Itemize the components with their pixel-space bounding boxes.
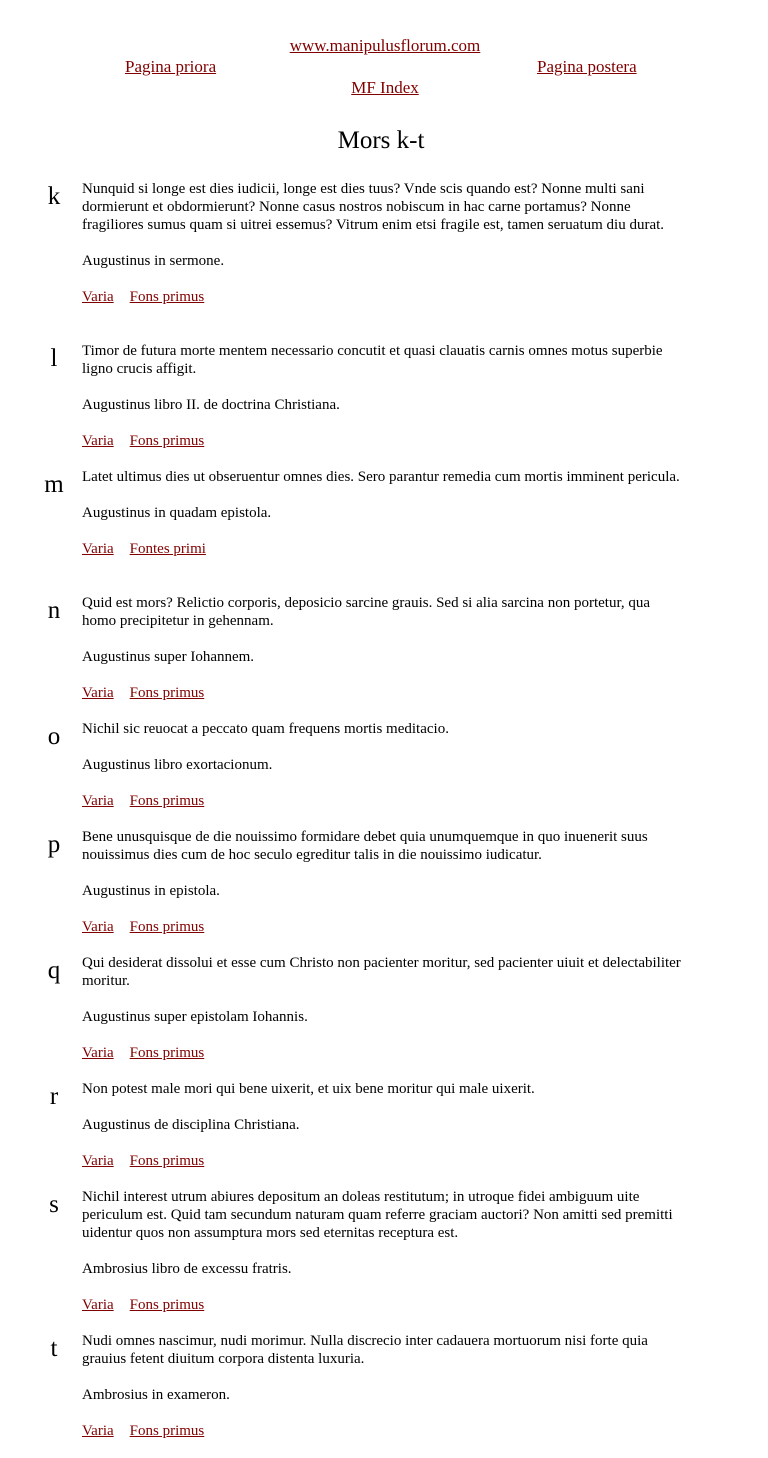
entry-text: Quid est mors? Relictio corporis, deposicio sarcine grauis. Sed si alia sarcina non portetur, qua homo precipitetur in gehennam. (82, 595, 651, 629)
site-link-row (0, 36, 768, 56)
entry-letter: p (47, 831, 61, 858)
varia-link[interactable]: Varia (82, 541, 114, 557)
entry-source: Augustinus in quadam epistola. (82, 505, 272, 521)
entry-body (82, 180, 682, 306)
entry-links (82, 1044, 682, 1062)
varia-link[interactable]: Varia (82, 1045, 114, 1061)
entry-letter: m (44, 471, 64, 498)
entry-links (82, 792, 682, 810)
entry-l (0, 342, 768, 468)
entry-text: Timor de futura morte mentem necessario concutit et quasi clauatis carnis omnes motus superbie ligno crucis affigit. (82, 343, 663, 377)
fons-primus-link[interactable]: Fons primus (129, 1423, 205, 1439)
fons-primus-link[interactable]: Fons primus (129, 433, 205, 449)
entry-text: Nichil sic reuocat a peccato quam frequens mortis meditacio. (82, 721, 449, 737)
varia-link[interactable]: Varia (82, 1423, 114, 1439)
entry-body (82, 1188, 682, 1314)
entry-m (0, 468, 768, 594)
entry-text: Non potest male mori qui bene uixerit, et uix bene moritur qui male uixerit. (82, 1081, 535, 1097)
varia-link[interactable]: Varia (82, 433, 114, 449)
varia-link[interactable]: Varia (82, 1297, 114, 1313)
entry-links (82, 288, 682, 306)
entry-body (82, 720, 682, 810)
entry-source: Augustinus libro exortacionum. (82, 757, 273, 773)
fons-primus-link[interactable]: Fons primus (129, 919, 205, 935)
prev-page-link[interactable]: Pagina priora (125, 57, 217, 76)
entry-body (82, 828, 682, 936)
entry-body (82, 468, 682, 558)
entry-t (0, 1332, 768, 1458)
entry-links (82, 1422, 682, 1440)
entry-source: Ambrosius in exameron. (82, 1387, 230, 1403)
entry-links (82, 918, 682, 936)
entry-o (0, 720, 768, 828)
fons-primus-link[interactable]: Fons primus (129, 685, 205, 701)
entry-links (82, 1152, 682, 1170)
header (0, 0, 768, 110)
entry-body (82, 342, 682, 450)
entry-source: Augustinus super epistolam Iohannis. (82, 1009, 308, 1025)
entry-links (82, 432, 682, 450)
fons-primus-link[interactable]: Fons primus (129, 793, 205, 809)
entry-source: Augustinus in sermone. (82, 253, 225, 269)
fons-primus-link[interactable]: Fons primus (129, 1045, 205, 1061)
entry-letter: n (47, 597, 61, 624)
mf-index-link[interactable]: MF Index (351, 78, 419, 97)
entry-letter: r (49, 1083, 59, 1110)
next-page-link[interactable]: Pagina postera (537, 57, 637, 76)
entry-text: Bene unusquisque de die nouissimo formidare debet quia unumquemque in quo inuenerit suus nouissimus dies cum de hoc seculo egreditur talis in die nouissimo iudicatur. (82, 829, 648, 863)
entry-r (0, 1080, 768, 1188)
entry-text: Latet ultimus dies ut obseruentur omnes dies. Sero parantur remedia cum mortis imminent pericula. (82, 469, 680, 485)
fons-primus-link[interactable]: Fons primus (129, 289, 205, 305)
fons-primus-link[interactable]: Fons primus (129, 1153, 205, 1169)
page-title: Mors k-t (337, 127, 425, 154)
index-link-row (0, 78, 768, 98)
fons-primus-link[interactable]: Fons primus (129, 1297, 205, 1313)
entry-links (82, 684, 682, 702)
entry-body (82, 594, 682, 702)
entry-links (82, 1296, 682, 1314)
entry-source: Ambrosius libro de excessu fratris. (82, 1261, 292, 1277)
entry-text: Nudi omnes nascimur, nudi morimur. Nulla discrecio inter cadauera mortuorum nisi forte quia grauius fetent diuitum corpora distenta luxuria. (82, 1333, 648, 1367)
entry-letter: o (47, 723, 61, 750)
entry-letter: s (49, 1191, 59, 1218)
fontes-primi-link[interactable]: Fontes primi (129, 541, 206, 557)
entry-source: Augustinus de disciplina Christiana. (82, 1117, 300, 1133)
entry-letter: k (47, 183, 61, 210)
entry-q (0, 954, 768, 1080)
entries-list (0, 180, 768, 1458)
entry-links (82, 540, 682, 558)
entry-source: Augustinus in epistola. (82, 883, 220, 899)
entry-n (0, 594, 768, 720)
entry-text: Nunquid si longe est dies iudicii, longe est dies tuus? Vnde scis quando est? Nonne multi sani dormierunt et obdormierunt? Nonne casus nostros nobiscum in hac carne portamus? Nonne fragiliores sumus quam si uitrei essemus? Vitrum enim etsi fragile est, tamen seruatum diu durat. (82, 181, 665, 233)
entry-body (82, 954, 682, 1062)
entry-source: Augustinus super Iohannem. (82, 649, 255, 665)
entry-text: Nichil interest utrum abiures depositum an doleas restitutum; in utroque fidei ambiguum uite periculum est. Quid tam secundum naturam quam referre graciam auctori? Non amitti sed premitti uidentur quos non assumptura mors sed eternitas receptura est. (82, 1189, 673, 1241)
entry-source: Augustinus libro II. de doctrina Christiana. (82, 397, 340, 413)
site-link[interactable]: www.manipulusflorum.com (289, 36, 481, 55)
entry-body (82, 1332, 682, 1440)
entry-letter: t (50, 1335, 58, 1362)
varia-link[interactable]: Varia (82, 919, 114, 935)
entry-p (0, 828, 768, 954)
entry-text: Qui desiderat dissolui et esse cum Christo non pacienter moritur, sed pacienter uiuit et delectabiliter moritur. (82, 955, 681, 989)
entry-body (82, 1080, 682, 1170)
varia-link[interactable]: Varia (82, 793, 114, 809)
entry-k (0, 180, 768, 342)
varia-link[interactable]: Varia (82, 685, 114, 701)
entry-s (0, 1188, 768, 1332)
varia-link[interactable]: Varia (82, 1153, 114, 1169)
varia-link[interactable]: Varia (82, 289, 114, 305)
entry-letter: q (47, 957, 61, 984)
entry-letter: l (50, 345, 58, 372)
